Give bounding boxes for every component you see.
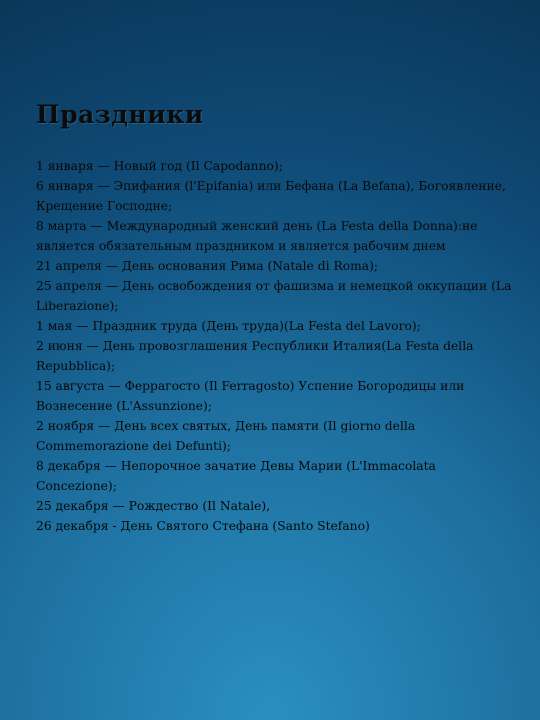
- holiday-item: 8 марта — Международный женский день (La Festa della Donna):не является обязательным праздником и является рабочим днем: [36, 219, 478, 253]
- holiday-list: [36, 156, 516, 536]
- holiday-item: 25 апреля — День освобождения от фашизма и немецкой оккупации (La Liberazione);: [36, 279, 512, 313]
- holiday-item: 6 января — Эпифания (l'Epifania) или Бефана (La Befana), Богоявление, Крещение Господне;: [36, 179, 506, 213]
- holiday-item: 2 ноября — День всех святых, День памяти (Il giorno della Commemorazione dei Defunti);: [36, 419, 416, 453]
- holiday-item: 1 мая — Праздник труда (День труда)(La Festa del Lavoro);: [36, 319, 421, 333]
- holiday-item: 15 августа — Феррагосто (Il Ferragosto) Успение Богородицы или Вознесение (L'Assunzione);: [36, 379, 465, 413]
- holiday-item: 25 декабря — Рождество (Il Natale),: [36, 499, 271, 513]
- holiday-item: 1 января — Новый год (Il Capodanno);: [36, 159, 283, 173]
- slide-title: Праздники: [36, 100, 204, 129]
- holiday-item: 21 апреля — День основания Рима (Natale di Roma);: [36, 259, 379, 273]
- holiday-item: 8 декабря — Непорочное зачатие Девы Марии (L'Immacolata Concezione);: [36, 459, 436, 493]
- holiday-item: 26 декабря - День Святого Стефана (Santo Stefano): [36, 519, 370, 533]
- holiday-item: 2 июня — День провозглашения Республики Италия(La Festa della Repubblica);: [36, 339, 474, 373]
